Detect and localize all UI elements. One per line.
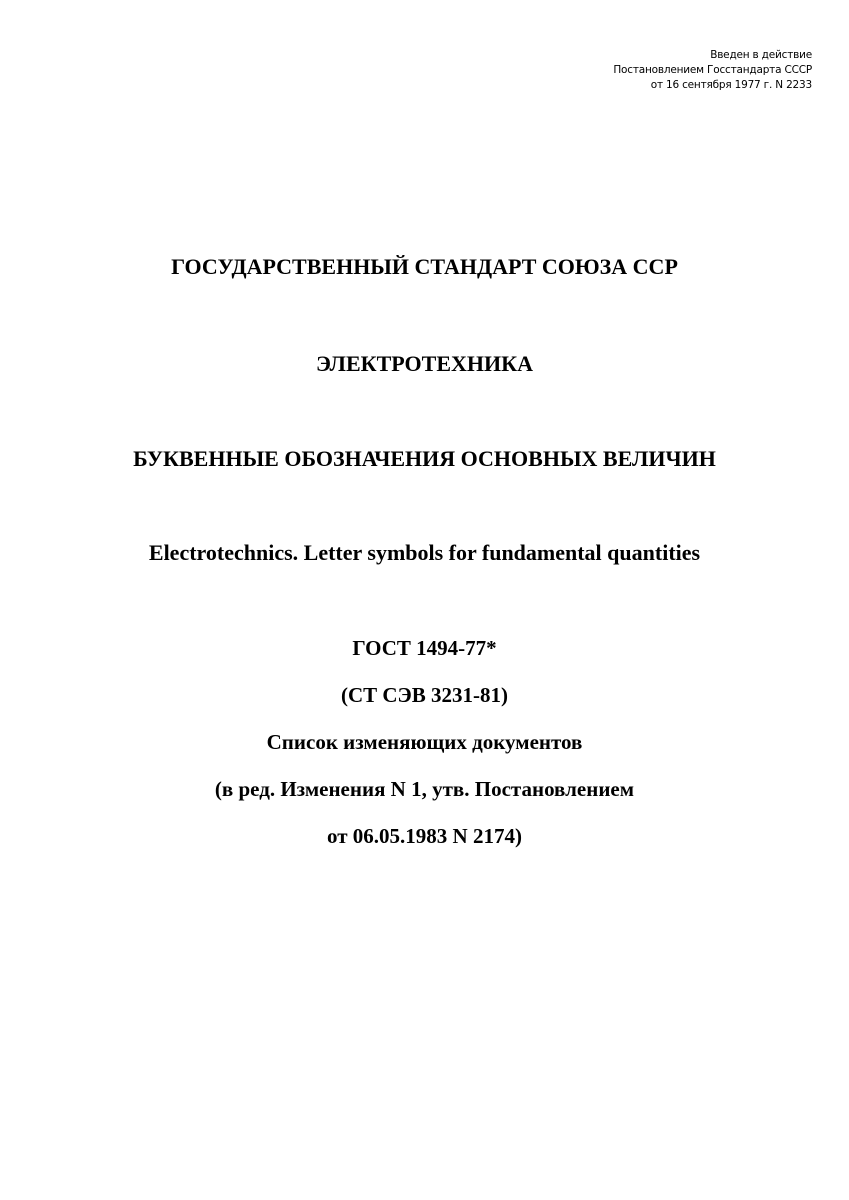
gost-designation: ГОСТ 1494-77* bbox=[352, 636, 497, 660]
category-heading: ЭЛЕКТРОТЕХНИКА bbox=[316, 351, 533, 376]
amendments-line-1: (в ред. Изменения N 1, утв. Постановлением bbox=[214, 777, 635, 801]
approval-line-2: Постановлением Госстандарта СССР bbox=[613, 64, 812, 76]
approval-line-3: от 16 сентября 1977 г. N 2233 bbox=[650, 79, 812, 91]
st-sev-designation: (СТ СЭВ 3231-81) bbox=[340, 683, 509, 707]
document-title-ru: БУКВЕННЫЕ ОБОЗНАЧЕНИЯ ОСНОВНЫХ ВЕЛИЧИН bbox=[133, 446, 716, 471]
document-title-en: Electrotechnics. Letter symbols for fundamental quantities bbox=[148, 540, 701, 565]
approval-line-1: Введен в действие bbox=[710, 49, 812, 61]
state-standard-heading: ГОСУДАРСТВЕННЫЙ СТАНДАРТ СОЮЗА ССР bbox=[171, 254, 678, 279]
approval-note bbox=[613, 48, 812, 93]
amendments-line-2: от 06.05.1983 N 2174) bbox=[327, 824, 522, 848]
amendments-heading: Список изменяющих документов bbox=[266, 730, 583, 754]
